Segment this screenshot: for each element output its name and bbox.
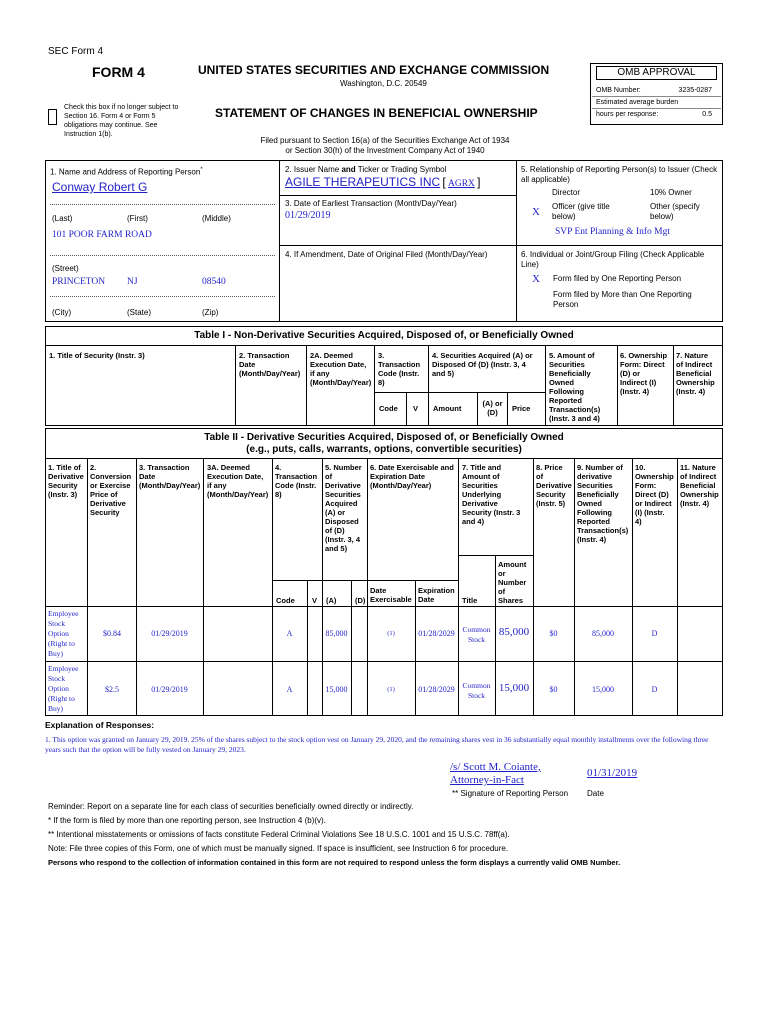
t2-sub-a: (A) xyxy=(326,596,337,605)
t2-col8-header: 8. Price of Derivative Security (Instr. 5) xyxy=(536,463,572,508)
t2-col3a-header: 3A. Deemed Execution Date, if any (Month/Day/Year) xyxy=(207,463,269,499)
row-acquired-amount: 15,000 xyxy=(325,685,348,694)
t2-sub-d: (D) xyxy=(355,596,366,605)
omb-hours-label: hours per response: xyxy=(596,111,659,118)
more-person-label: Form filed by More than One Reporting Person xyxy=(553,290,692,309)
t2-col11-header: 11. Nature of Indirect Beneficial Ownership (Instr. 4) xyxy=(680,463,719,508)
reporting-person-label xyxy=(50,167,203,177)
note-three-copies: Note: File three copies of this Form, one of which must be manually signed. If space is insufficient, see Instruction 6 for procedure. xyxy=(48,844,509,853)
t2-col1-header: 1. Title of Derivative Security (Instr. 3) xyxy=(48,463,84,499)
row-date-exercisable: (1) xyxy=(387,630,395,637)
signature-date: 01/31/2019 xyxy=(587,767,638,779)
asterisk: * xyxy=(200,167,203,173)
row-owned-following: 15,000 xyxy=(592,685,614,694)
officer-label: Officer (give title below) xyxy=(552,202,610,221)
row-conversion-price: $2.5 xyxy=(105,685,119,694)
row-transaction-code: A xyxy=(286,629,293,638)
note-double-star: ** Intentional misstatements or omissions of facts constitute Federal Criminal Violations See 18 U.S.C. 1001 and 15 U.S.C. 78ff(a). xyxy=(48,830,510,839)
t1-col4-header: 4. Securities Acquired (A) or Disposed Of (D) (Instr. 3, 4 and 5) xyxy=(432,351,533,378)
street-address: 101 POOR FARM ROAD xyxy=(52,230,152,240)
commission-title: UNITED STATES SECURITIES AND EXCHANGE COMMISSION xyxy=(198,63,550,77)
first-label: (First) xyxy=(127,214,148,223)
t2-col10-header: 10. Ownership Form: Direct (D) or Indirect (I) (Instr. 4) xyxy=(635,463,674,526)
issuer-label-b: Ticker or Trading Symbol xyxy=(355,165,447,174)
row-transaction-date: 01/29/2019 xyxy=(151,685,188,694)
reporting-person-name[interactable]: Conway Robert G xyxy=(52,180,148,194)
other-label: Other (specify below) xyxy=(650,202,700,221)
bracket-open: [ xyxy=(442,175,446,189)
issuer-name-line xyxy=(285,175,480,189)
issuer-label-and: and xyxy=(341,165,356,174)
t2-sub-v: V xyxy=(312,596,318,605)
middle-label: (Middle) xyxy=(202,214,231,223)
row-date-exercisable: (1) xyxy=(387,686,395,693)
issuer-label xyxy=(285,165,446,174)
issuer-label-a: 2. Issuer Name xyxy=(285,165,342,174)
t1-sub-ad: (A) or (D) xyxy=(482,399,503,417)
omb-burden-label: Estimated average burden xyxy=(596,99,679,106)
t1-col1-header: 1. Title of Security (Instr. 3) xyxy=(49,351,145,360)
t2-sub-amount: Amount or Number of Shares xyxy=(498,560,527,605)
t2-col7-header: 7. Title and Amount of Securities Underlying Derivative Security (Instr. 3 and 4) xyxy=(462,463,521,526)
zip-label: (Zip) xyxy=(202,308,219,317)
row-derivative-price: $0 xyxy=(549,629,558,638)
t2-col3-header: 3. Transaction Date (Month/Day/Year) xyxy=(139,463,201,490)
commission-location: Washington, D.C. 20549 xyxy=(340,79,427,88)
reporting-person-label-text: 1. Name and Address of Reporting Person xyxy=(50,167,201,177)
omb-number-value: 3235-0287 xyxy=(678,87,712,94)
row-underlying-amount: 85,000 xyxy=(498,626,530,638)
state-value: NJ xyxy=(127,277,138,287)
zip-value: 08540 xyxy=(202,277,226,287)
statement-title: STATEMENT OF CHANGES IN BENEFICIAL OWNERSHIP xyxy=(215,106,538,120)
t2-col5-header: 5. Number of Derivative Securities Acquired (A) or Disposed of (D) (Instr. 3, 4 and 5) xyxy=(325,463,362,553)
filing-check-mark[interactable]: X xyxy=(532,273,540,285)
t1-sub-price: Price xyxy=(512,404,531,413)
last-label: (Last) xyxy=(52,214,73,223)
signature-label: ** Signature of Reporting Person xyxy=(452,789,569,798)
checkbox-text: Check this box if no longer subject to Section 16. Form 4 or Form 5 obligations may continue. See Instruction 1(b). xyxy=(64,104,179,138)
row-owned-following: 85,000 xyxy=(592,629,614,638)
t2-sub-title: Title xyxy=(462,596,478,605)
checkbox-no-longer-subject[interactable] xyxy=(48,109,57,125)
relationship-label: 5. Relationship of Reporting Person(s) to Issuer (Check all applicable) xyxy=(521,165,718,184)
row-transaction-date: 01/29/2019 xyxy=(151,629,188,638)
issuer-name[interactable]: AGILE THERAPEUTICS INC xyxy=(285,175,441,189)
t1-col2-header: 2. Transaction Date (Month/Day/Year) xyxy=(239,351,301,378)
earliest-transaction-label: 3. Date of Earliest Transaction (Month/Day/Year) xyxy=(285,199,457,208)
t2-col6-header: 6. Date Exercisable and Expiration Date (Month/Day/Year) xyxy=(370,463,454,490)
row-acquired-amount: 85,000 xyxy=(325,629,348,638)
row-expiration-date: 01/28/2029 xyxy=(418,629,455,638)
explanation-note-1: 1. This option was granted on January 29, 2019. 25% of the shares subject to the stock option vest on January 29, 2020, and the remaining shares vest in 36 substantially equal monthly installments over the following three years such that the option will be fully vested on January 29, 2023. xyxy=(45,735,709,754)
city-value: PRINCETON xyxy=(52,277,106,287)
note-star: * If the form is filed by more than one reporting person, see Instruction 4 (b)(v). xyxy=(48,816,326,825)
t1-col5-header: 5. Amount of Securities Beneficially Owned Following Reported Transaction(s) (Instr. 3 and 4) xyxy=(549,351,601,423)
filed-line-2: or Section 30(h) of the Investment Company Act of 1940 xyxy=(285,146,485,155)
t2-col2-header: 2. Conversion or Exercise Price of Derivative Security xyxy=(90,463,132,517)
filing-label: 6. Individual or Joint/Group Filing (Check Applicable Line) xyxy=(521,250,705,269)
director-label: Director xyxy=(552,188,581,197)
persons-respond-note: Persons who respond to the collection of information contained in this form are not required to respond unless the form displays a currently valid OMB Number. xyxy=(48,858,621,867)
t2-col9-header: 9. Number of derivative Securities Beneficially Owned Following Reported Transaction(s) (Instr. 4) xyxy=(577,463,629,544)
t1-col2a-header: 2A. Deemed Execution Date, if any (Month/Day/Year) xyxy=(310,351,372,387)
t1-col3-header: 3. Transaction Code (Instr. 8) xyxy=(378,351,421,387)
t2-sub-exp: Expiration Date xyxy=(418,586,455,604)
row-security-title: Employee Stock Option (Right to Buy) xyxy=(48,609,79,658)
row-underlying-amount: 15,000 xyxy=(498,682,530,694)
table-1-title: Table I - Non-Derivative Securities Acquired, Disposed of, or Beneficially Owned xyxy=(194,330,574,341)
table-2-title: Table II - Derivative Securities Acquired, Disposed of, or Beneficially Owned xyxy=(204,432,564,443)
table-2-subtitle: (e.g., puts, calls, warrants, options, convertible securities) xyxy=(246,444,522,455)
amendment-label: 4. If Amendment, Date of Original Filed (Month/Day/Year) xyxy=(285,250,488,259)
filed-line-1: Filed pursuant to Section 16(a) of the Securities Exchange Act of 1934 xyxy=(260,136,510,145)
earliest-transaction-date: 01/29/2019 xyxy=(285,210,331,221)
omb-number-label: OMB Number: xyxy=(596,87,641,94)
sec-form-label: SEC Form 4 xyxy=(48,46,104,57)
t2-sub-date-ex: Date Exercisable xyxy=(370,586,412,604)
issuer-ticker[interactable]: AGRX xyxy=(447,179,475,189)
row-derivative-price: $0 xyxy=(549,685,558,694)
omb-approval-title: OMB APPROVAL xyxy=(596,66,717,80)
street-label: (Street) xyxy=(52,264,79,273)
t1-sub-v: V xyxy=(413,404,419,413)
t1-sub-code: Code xyxy=(379,404,398,413)
t2-sub-code: Code xyxy=(276,596,295,605)
row-transaction-code: A xyxy=(286,685,293,694)
row-underlying-title: Common Stock xyxy=(462,681,491,700)
one-person-label: Form filed by One Reporting Person xyxy=(553,274,682,283)
reminder-text: Reminder: Report on a separate line for each class of securities beneficially owned directly or indirectly. xyxy=(48,802,414,811)
t1-col7-header: 7. Nature of Indirect Beneficial Ownership (Instr. 4) xyxy=(676,351,715,396)
explanation-heading: Explanation of Responses: xyxy=(45,720,155,730)
row-ownership-form: D xyxy=(651,685,658,694)
city-label: (City) xyxy=(52,308,72,317)
t1-col6-header: 6. Ownership Form: Direct (D) or Indirect (I) (Instr. 4) xyxy=(620,351,668,396)
signature-name: /s/ Scott M. Coiante, Attorney-in-Fact xyxy=(450,761,541,786)
row-expiration-date: 01/28/2029 xyxy=(418,685,455,694)
bracket-close: ] xyxy=(477,175,481,189)
ten-percent-owner-label: 10% Owner xyxy=(650,188,692,197)
row-underlying-title: Common Stock xyxy=(462,625,491,644)
officer-check-mark[interactable]: X xyxy=(532,206,540,218)
row-conversion-price: $0.84 xyxy=(103,629,121,638)
row-ownership-form: D xyxy=(651,629,658,638)
t1-sub-amount: Amount xyxy=(433,404,462,413)
row-security-title: Employee Stock Option (Right to Buy) xyxy=(48,664,79,713)
form-label: FORM 4 xyxy=(92,64,145,80)
omb-hours-value: 0.5 xyxy=(702,111,712,118)
signature-date-label: Date xyxy=(587,789,604,798)
state-label: (State) xyxy=(127,308,152,317)
t2-col4-header: 4. Transaction Code (Instr. 8) xyxy=(275,463,318,499)
officer-title: SVP Ent Planning & Info Mgt xyxy=(555,227,670,237)
